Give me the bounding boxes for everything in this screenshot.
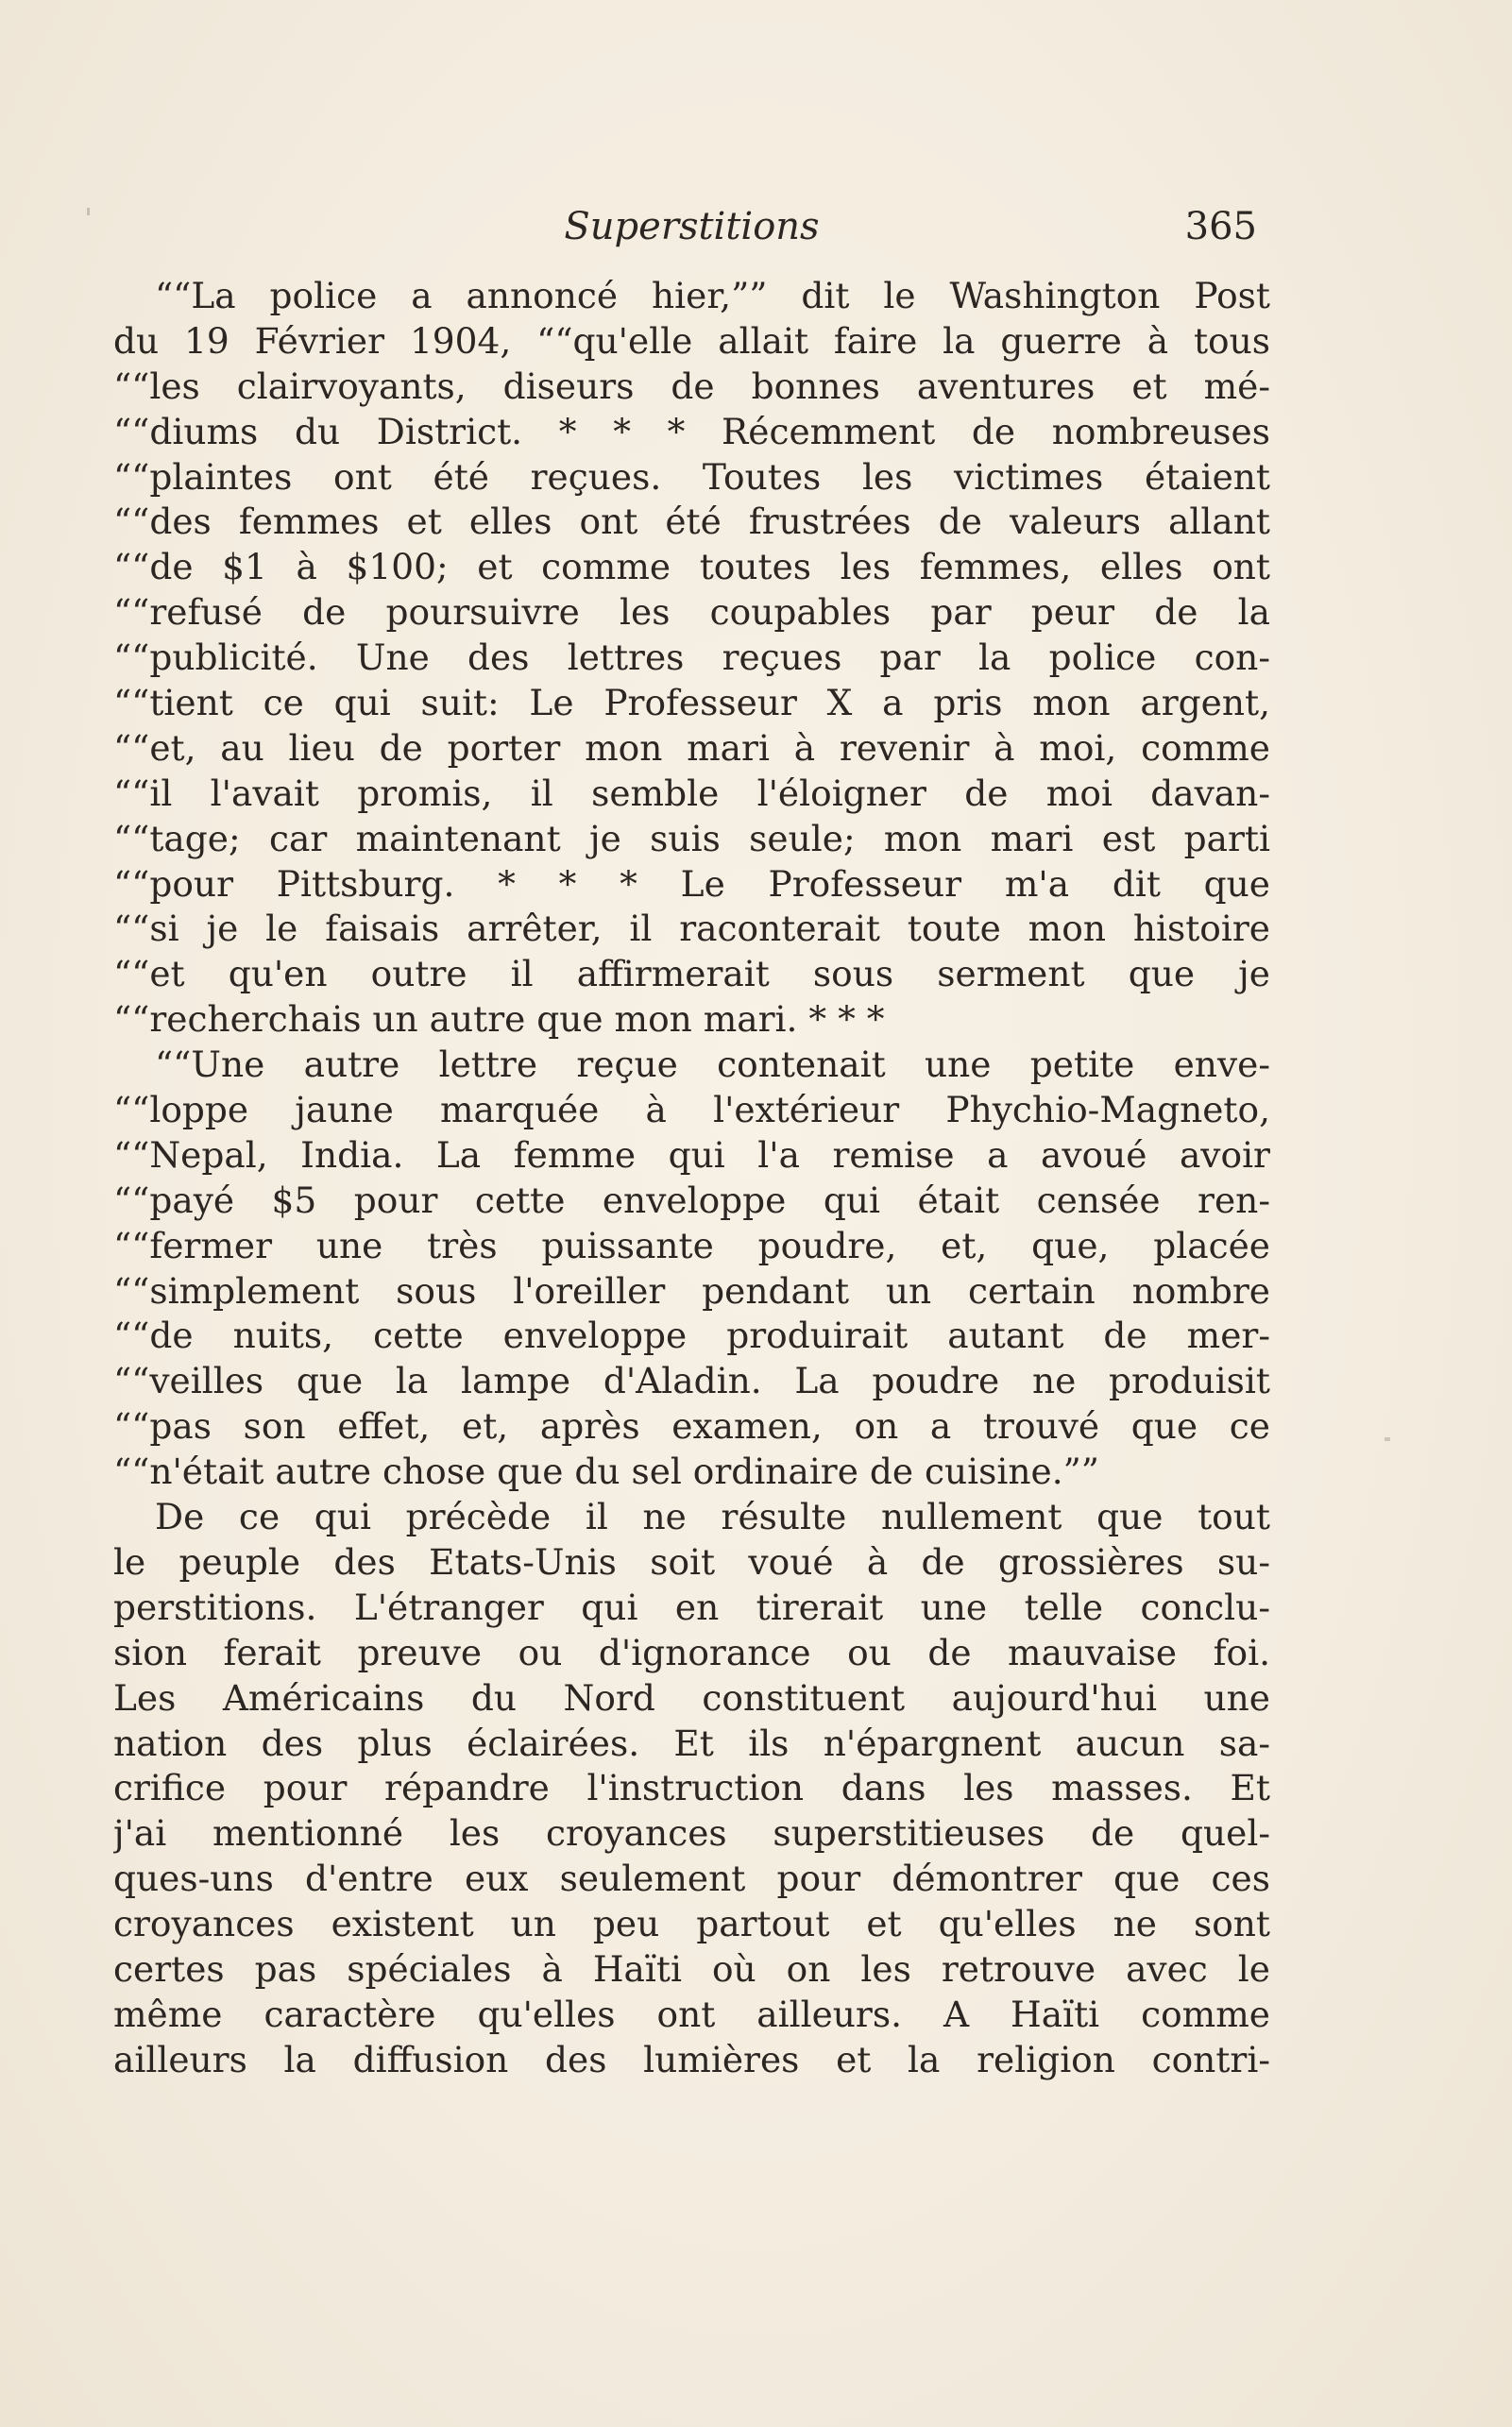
text-line: ques-uns d'entre eux seulement pour démontrer que ces — [113, 1858, 1270, 1900]
text-line: ““pas son effet, et, après examen, on a trouvé que ce — [113, 1405, 1270, 1448]
text-line: certes pas spéciales à Haïti où on les retrouve avec le — [113, 1947, 1270, 1990]
text-line: ““Une autre lettre reçue contenait une petite enve- — [155, 1044, 1270, 1086]
text-line: Les Américains du Nord constituent aujourd'hui une — [113, 1676, 1270, 1719]
text-line: j'ai mentionné les croyances superstitieuses de quel- — [113, 1812, 1270, 1855]
text-line: crifice pour répandre l'instruction dans les masses. Et — [113, 1767, 1270, 1809]
text-line: sion ferait preuve ou d'ignorance ou de mauvaise foi. — [113, 1631, 1270, 1673]
text-line: ““pour Pittsburg. * * * Le Professeur m'a dit que — [113, 862, 1270, 905]
running-head — [113, 200, 1270, 253]
page-number: 365 — [1184, 205, 1257, 248]
margin-speck — [1385, 1437, 1390, 1441]
text-line: ““de nuits, cette enveloppe produirait autant de mer- — [113, 1315, 1270, 1357]
text-line: ““payé $5 pour cette enveloppe qui était censée ren- — [113, 1179, 1270, 1221]
text-line: De ce qui précède il ne résulte nullement que tout — [155, 1496, 1270, 1538]
text-line: le peuple des Etats-Unis soit voué à de grossières su- — [113, 1540, 1270, 1583]
text-line: ““tage; car maintenant je suis seule; mon mari est parti — [113, 817, 1270, 859]
paragraph — [113, 1495, 1270, 2083]
text-line: ““tient ce qui suit: Le Professeur X a pris mon argent, — [113, 682, 1270, 724]
text-line: nation des plus éclairées. Et ils n'épargnent aucun sa- — [113, 1722, 1270, 1764]
text-line: perstitions. L'étranger qui en tirerait une telle conclu- — [113, 1586, 1270, 1628]
text-line: ““veilles que la lampe d'Aladin. La poudre ne produisit — [113, 1360, 1270, 1402]
text-line: ““recherchais un autre que mon mari. * * * — [113, 998, 885, 1041]
text-line: ““Nepal, India. La femme qui l'a remise a avoué avoir — [113, 1133, 1270, 1176]
text-line: ““loppe jaune marquée à l'extérieur Phychio-Magneto, — [113, 1089, 1270, 1131]
body-text — [113, 274, 1270, 2083]
text-line: ““refusé de poursuivre les coupables par peur de la — [113, 591, 1270, 634]
text-line: ““et, au lieu de porter mon mari à revenir à moi, comme — [113, 726, 1270, 769]
paragraph — [113, 274, 1270, 1043]
text-line: ““La police a annoncé hier,”” dit le Washington Post — [155, 275, 1270, 316]
text-line: ““n'était autre chose que du sel ordinaire de cuisine.”” — [113, 1451, 1099, 1493]
text-line: ““et qu'en outre il affirmerait sous serment que je — [113, 953, 1270, 995]
text-line: ““simplement sous l'oreiller pendant un certain nombre — [113, 1269, 1270, 1312]
text-line: ““fermer une très puissante poudre, et, que, placée — [113, 1224, 1270, 1266]
margin-speck — [87, 208, 90, 215]
text-line: ““des femmes et elles ont été frustrées de valeurs allant — [113, 501, 1270, 543]
text-line: ““de $1 à $100; et comme toutes les femmes, elles ont — [113, 546, 1270, 588]
text-line: ““les clairvoyants, diseurs de bonnes aventures et mé- — [113, 365, 1270, 407]
page-title: Superstitions — [564, 205, 820, 248]
text-line: ““il l'avait promis, il semble l'éloigner de moi davan- — [113, 772, 1270, 814]
text-line: du 19 Février 1904, ““qu'elle allait faire la guerre à tous — [113, 319, 1270, 362]
text-line: ““si je le faisais arrêter, il raconterait toute mon histoire — [113, 908, 1270, 950]
text-line: même caractère qu'elles ont ailleurs. A Haïti comme — [113, 1993, 1270, 2035]
text-line: croyances existent un peu partout et qu'elles ne sont — [113, 1903, 1270, 1945]
text-line: ““plaintes ont été reçues. Toutes les victimes étaient — [113, 455, 1270, 498]
text-line: ““diums du District. * * * Récemment de nombreuses — [113, 410, 1270, 452]
text-line: ““publicité. Une des lettres reçues par la police con- — [113, 636, 1270, 679]
text-line: ailleurs la diffusion des lumières et la religion contri- — [113, 2038, 1270, 2080]
paragraph — [113, 1043, 1270, 1495]
